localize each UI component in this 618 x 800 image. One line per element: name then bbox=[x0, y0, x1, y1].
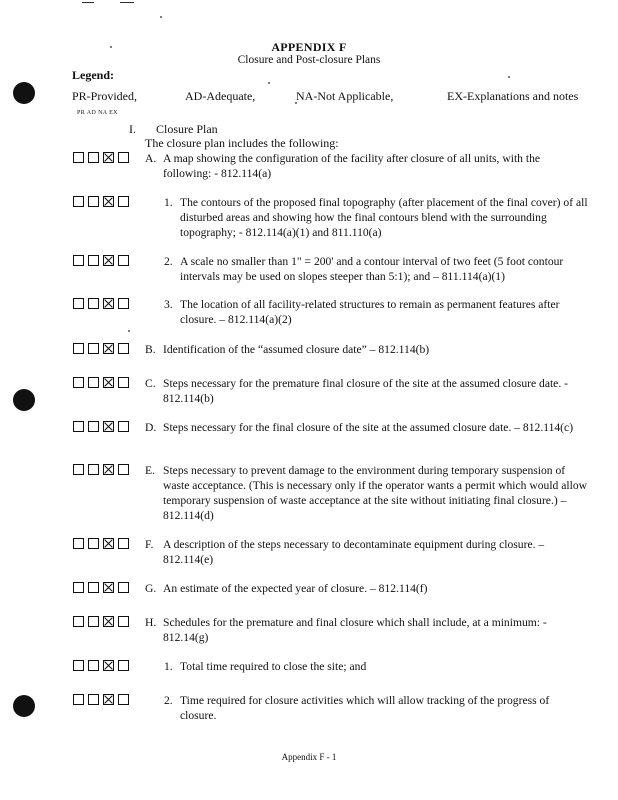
legend-item-ad: AD-Adequate, bbox=[185, 89, 256, 103]
checkbox-ad[interactable] bbox=[88, 343, 99, 354]
item-text: Schedules for the premature and final closure which shall include, at a minimum: - 812.14(g) bbox=[163, 616, 547, 644]
checkbox-group bbox=[73, 694, 129, 705]
checkbox-ex[interactable] bbox=[118, 343, 129, 354]
item-text: The contours of the proposed final topography (after placement of the final cover) of all disturbed areas and showing how the final contours blend with the surrounding topography; - 812.114(a)(1) and 811.110(a) bbox=[180, 196, 588, 239]
legend-item-pr: PR-Provided, bbox=[72, 89, 138, 103]
checkbox-na[interactable] bbox=[103, 616, 114, 627]
item-label: F. bbox=[145, 538, 154, 551]
item-label: G. bbox=[145, 582, 157, 595]
item-label: C. bbox=[145, 377, 156, 390]
page-footer: Appendix F - 1 bbox=[281, 752, 337, 762]
checkbox-pr[interactable] bbox=[73, 694, 84, 705]
checkbox-group bbox=[73, 421, 129, 432]
checkbox-pr[interactable] bbox=[73, 298, 84, 309]
legend-heading: Legend: bbox=[72, 68, 114, 82]
checkbox-pr[interactable] bbox=[73, 196, 84, 207]
item-text: A description of the steps necessary to decontaminate equipment during closure. – 812.114(e) bbox=[163, 538, 545, 566]
punch-hole bbox=[13, 695, 35, 717]
legend-item-na: NA-Not Applicable, bbox=[296, 89, 394, 103]
column-codes: PR AD NA EX bbox=[77, 110, 118, 116]
checkbox-group bbox=[73, 377, 129, 388]
punch-hole bbox=[13, 82, 35, 104]
item-label: 1. bbox=[164, 660, 173, 673]
item-text: A scale no smaller than 1" = 200' and a contour interval of two feet (5 foot contour intervals may be used on slopes steeper than 5:1); and – 811.114(a)(1) bbox=[180, 255, 564, 283]
scan-mark bbox=[82, 2, 94, 3]
checkbox-pr[interactable] bbox=[73, 582, 84, 593]
checkbox-ex[interactable] bbox=[118, 660, 129, 671]
checkbox-na[interactable] bbox=[103, 377, 114, 388]
checkbox-ad[interactable] bbox=[88, 464, 99, 475]
checkbox-pr[interactable] bbox=[73, 464, 84, 475]
checkbox-ex[interactable] bbox=[118, 616, 129, 627]
checkbox-ex[interactable] bbox=[118, 464, 129, 475]
checkbox-ad[interactable] bbox=[88, 255, 99, 266]
checkbox-ad[interactable] bbox=[88, 660, 99, 671]
checkbox-ex[interactable] bbox=[118, 694, 129, 705]
item-text: Steps necessary to prevent damage to the environment during temporary suspension of waste acceptance. (This is necessary only if the operator wants a permit which would allow temporary suspension of waste acceptance at the site without initiating final closure.) – 812.114(d) bbox=[163, 464, 587, 522]
checkbox-na[interactable] bbox=[103, 464, 114, 475]
checkbox-pr[interactable] bbox=[73, 343, 84, 354]
speck bbox=[268, 82, 270, 84]
checkbox-pr[interactable] bbox=[73, 616, 84, 627]
item-text: Time required for closure activities which will allow tracking of the progress of closure. bbox=[180, 694, 550, 722]
checkbox-ad[interactable] bbox=[88, 616, 99, 627]
checkbox-pr[interactable] bbox=[73, 538, 84, 549]
checkbox-pr[interactable] bbox=[73, 660, 84, 671]
checkbox-group bbox=[73, 196, 129, 207]
page-subtitle: Closure and Post-closure Plans bbox=[237, 54, 381, 66]
checkbox-na[interactable] bbox=[103, 343, 114, 354]
checkbox-ex[interactable] bbox=[118, 196, 129, 207]
checkbox-pr[interactable] bbox=[73, 152, 84, 163]
section-number: I. bbox=[129, 122, 136, 136]
checkbox-ad[interactable] bbox=[88, 298, 99, 309]
item-text: Steps necessary for the final closure of the site at the assumed closure date. – 812.114(c) bbox=[163, 421, 574, 434]
item-label: 3. bbox=[164, 298, 173, 311]
checkbox-pr[interactable] bbox=[73, 255, 84, 266]
legend-item-ex: EX-Explanations and notes bbox=[447, 89, 579, 103]
scan-mark bbox=[120, 2, 134, 3]
checkbox-ex[interactable] bbox=[118, 255, 129, 266]
checkbox-na[interactable] bbox=[103, 421, 114, 432]
item-label: H. bbox=[145, 616, 157, 629]
checkbox-group bbox=[73, 582, 129, 593]
checkbox-ex[interactable] bbox=[118, 152, 129, 163]
checkbox-group bbox=[73, 464, 129, 475]
checkbox-na[interactable] bbox=[103, 255, 114, 266]
checkbox-ex[interactable] bbox=[118, 582, 129, 593]
item-label: 1. bbox=[164, 196, 173, 209]
speck bbox=[160, 16, 162, 18]
checkbox-ad[interactable] bbox=[88, 421, 99, 432]
checkbox-na[interactable] bbox=[103, 152, 114, 163]
checkbox-group bbox=[73, 343, 129, 354]
item-label: D. bbox=[145, 421, 157, 434]
section-title: Closure Plan bbox=[156, 122, 218, 136]
punch-hole bbox=[13, 389, 35, 411]
checkbox-na[interactable] bbox=[103, 582, 114, 593]
speck bbox=[508, 76, 510, 78]
checkbox-pr[interactable] bbox=[73, 377, 84, 388]
checkbox-ex[interactable] bbox=[118, 421, 129, 432]
item-text: Total time required to close the site; and bbox=[180, 660, 367, 673]
checkbox-ad[interactable] bbox=[88, 694, 99, 705]
checkbox-group bbox=[73, 538, 129, 549]
checkbox-group bbox=[73, 152, 129, 163]
item-label: 2. bbox=[164, 255, 173, 268]
checkbox-pr[interactable] bbox=[73, 421, 84, 432]
item-text: Identification of the “assumed closure date” – 812.114(b) bbox=[163, 343, 430, 356]
item-label: A. bbox=[145, 152, 157, 165]
checkbox-ad[interactable] bbox=[88, 196, 99, 207]
checkbox-na[interactable] bbox=[103, 298, 114, 309]
checkbox-group bbox=[73, 255, 129, 266]
section-heading bbox=[129, 122, 218, 137]
checkbox-ad[interactable] bbox=[88, 538, 99, 549]
checkbox-group bbox=[73, 616, 129, 627]
checkbox-ex[interactable] bbox=[118, 377, 129, 388]
checkbox-na[interactable] bbox=[103, 694, 114, 705]
section-intro: The closure plan includes the following: bbox=[145, 136, 339, 150]
item-text: An estimate of the expected year of closure. – 812.114(f) bbox=[163, 582, 428, 595]
checkbox-na[interactable] bbox=[103, 196, 114, 207]
checkbox-group bbox=[73, 298, 129, 309]
item-label: 2. bbox=[164, 694, 173, 707]
speck bbox=[128, 330, 130, 332]
checkbox-na[interactable] bbox=[103, 538, 114, 549]
item-text: The location of all facility-related structures to remain as permanent features after closure. – 812.114(a)(2) bbox=[180, 298, 560, 326]
checkbox-ex[interactable] bbox=[118, 538, 129, 549]
item-label: E. bbox=[145, 464, 155, 477]
checkbox-ad[interactable] bbox=[88, 377, 99, 388]
item-text: Steps necessary for the premature final closure of the site at the assumed closure date. - 812.114(b) bbox=[163, 377, 568, 405]
checkbox-group bbox=[73, 660, 129, 671]
checkbox-ad[interactable] bbox=[88, 152, 99, 163]
page-title: APPENDIX F bbox=[271, 40, 347, 54]
checkbox-ex[interactable] bbox=[118, 298, 129, 309]
item-label: B. bbox=[145, 343, 156, 356]
checkbox-na[interactable] bbox=[103, 660, 114, 671]
checkbox-ad[interactable] bbox=[88, 582, 99, 593]
item-text: A map showing the configuration of the facility after closure of all units, with the following: - 812.114(a) bbox=[163, 152, 541, 180]
